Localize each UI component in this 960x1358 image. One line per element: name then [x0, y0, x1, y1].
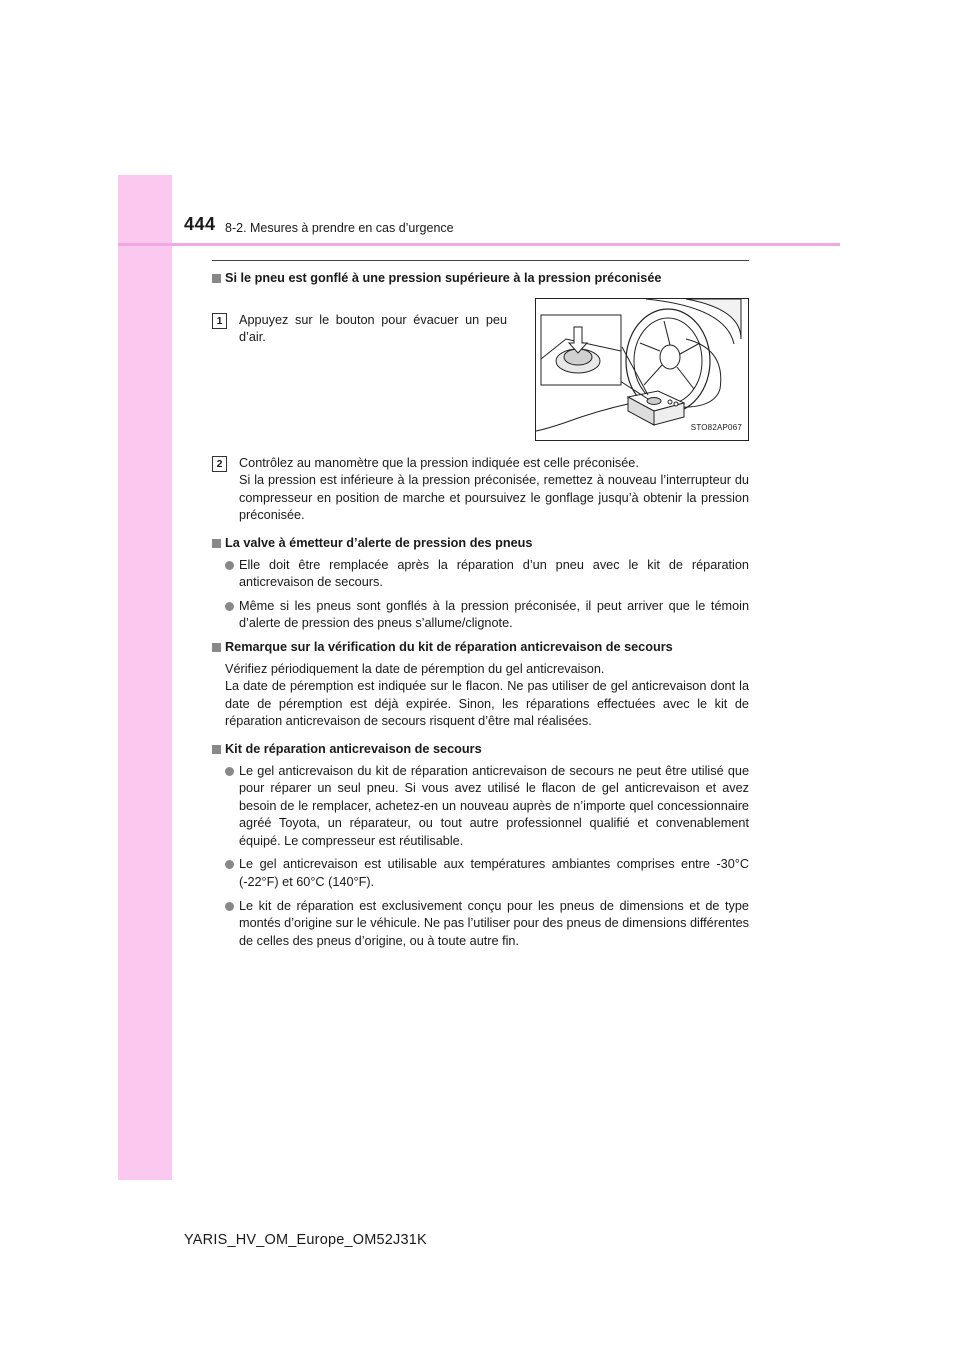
list-item: Même si les pneus sont gonflés à la pression préconisée, il peut arriver que le témoin d’alerte de pression des pneus s’allume/clignote.	[212, 598, 749, 633]
check-line-2: La date de péremption est indiquée sur le flacon. Ne pas utiliser de gel anticrevaison dont la date de péremption est déjà expirée. Sinon, les réparations effectuées avec le kit de réparation anticrevaison de secours risquent d’être mal réalisées.	[225, 679, 749, 729]
list-item: Le kit de réparation est exclusivement conçu pour les pneus de dimensions et de type montés d’origine sur le véhicule. Ne pas l’utiliser pour des pneus de dimensions différentes de celles des pneus d’origine, ou à toute autre fin.	[212, 898, 749, 951]
bullet-icon	[225, 561, 234, 570]
page-number: 444	[184, 214, 216, 234]
list-item: Le gel anticrevaison est utilisable aux températures ambiantes comprises entre -30°C (-22°F) et 60°C (140°F).	[212, 856, 749, 891]
bullet-icon	[225, 860, 234, 869]
heading-marker-icon	[212, 539, 221, 548]
heading-overinflated: Si le pneu est gonflé à une pression supérieure à la pression préconisée	[212, 270, 749, 288]
compressor-illustration	[535, 298, 749, 441]
list-item: Elle doit être remplacée après la réparation d’un pneu avec le kit de réparation anticrevaison de secours.	[212, 557, 749, 592]
heading-marker-icon	[212, 274, 221, 283]
bullet-icon	[225, 902, 234, 911]
heading-valve: La valve à émetteur d’alerte de pression des pneus	[212, 535, 749, 553]
step-2-line-2: Si la pression est inférieure à la pression préconisée, remettez à nouveau l’interrupteur du compresseur en position de marche et poursuivez le gonflage jusqu’à obtenir la pression préconisée.	[239, 473, 749, 523]
chapter-tab-sidebar	[118, 175, 172, 1180]
step-2-line-1: Contrôlez au manomètre que la pression indiquée est celle préconisée.	[239, 455, 639, 470]
step-2	[212, 455, 749, 525]
heading-marker-icon	[212, 745, 221, 754]
step-number-2: 2	[212, 456, 227, 472]
heading-kit: Kit de réparation anticrevaison de secours	[212, 741, 749, 759]
page-content	[212, 266, 749, 956]
step-number-1: 1	[212, 313, 227, 329]
bullet-icon	[225, 767, 234, 776]
heading-marker-icon	[212, 643, 221, 652]
list-item: Le gel anticrevaison du kit de réparation anticrevaison de secours ne peut être utilisé que pour réparer un seul pneu. Si vous avez utilisé le flacon de gel anticrevaison et avez besoin de le remplacer, achetez-en un nouveau auprès de n’importe quel concessionnaire agréé Toyota, un réparateur, ou tout autre professionnel qualifié et convenablement équipé. Le compresseur est réutilisable.	[212, 763, 749, 851]
heading-check: Remarque sur la vérification du kit de réparation anticrevaison de secours	[212, 639, 749, 657]
step-1	[212, 298, 749, 441]
content-rule	[212, 260, 749, 261]
figure-code: STO82AP067	[690, 423, 742, 432]
step-1-text: Appuyez sur le bouton pour évacuer un peu d’air.	[239, 312, 507, 345]
document-code: YARIS_HV_OM_Europe_OM52J31K	[184, 1232, 427, 1248]
section-title: 8-2. Mesures à prendre en cas d’urgence	[225, 221, 454, 235]
header-divider	[118, 243, 840, 246]
check-line-1: Vérifiez périodiquement la date de péremption du gel anticrevaison.	[225, 661, 605, 676]
bullet-icon	[225, 602, 234, 611]
